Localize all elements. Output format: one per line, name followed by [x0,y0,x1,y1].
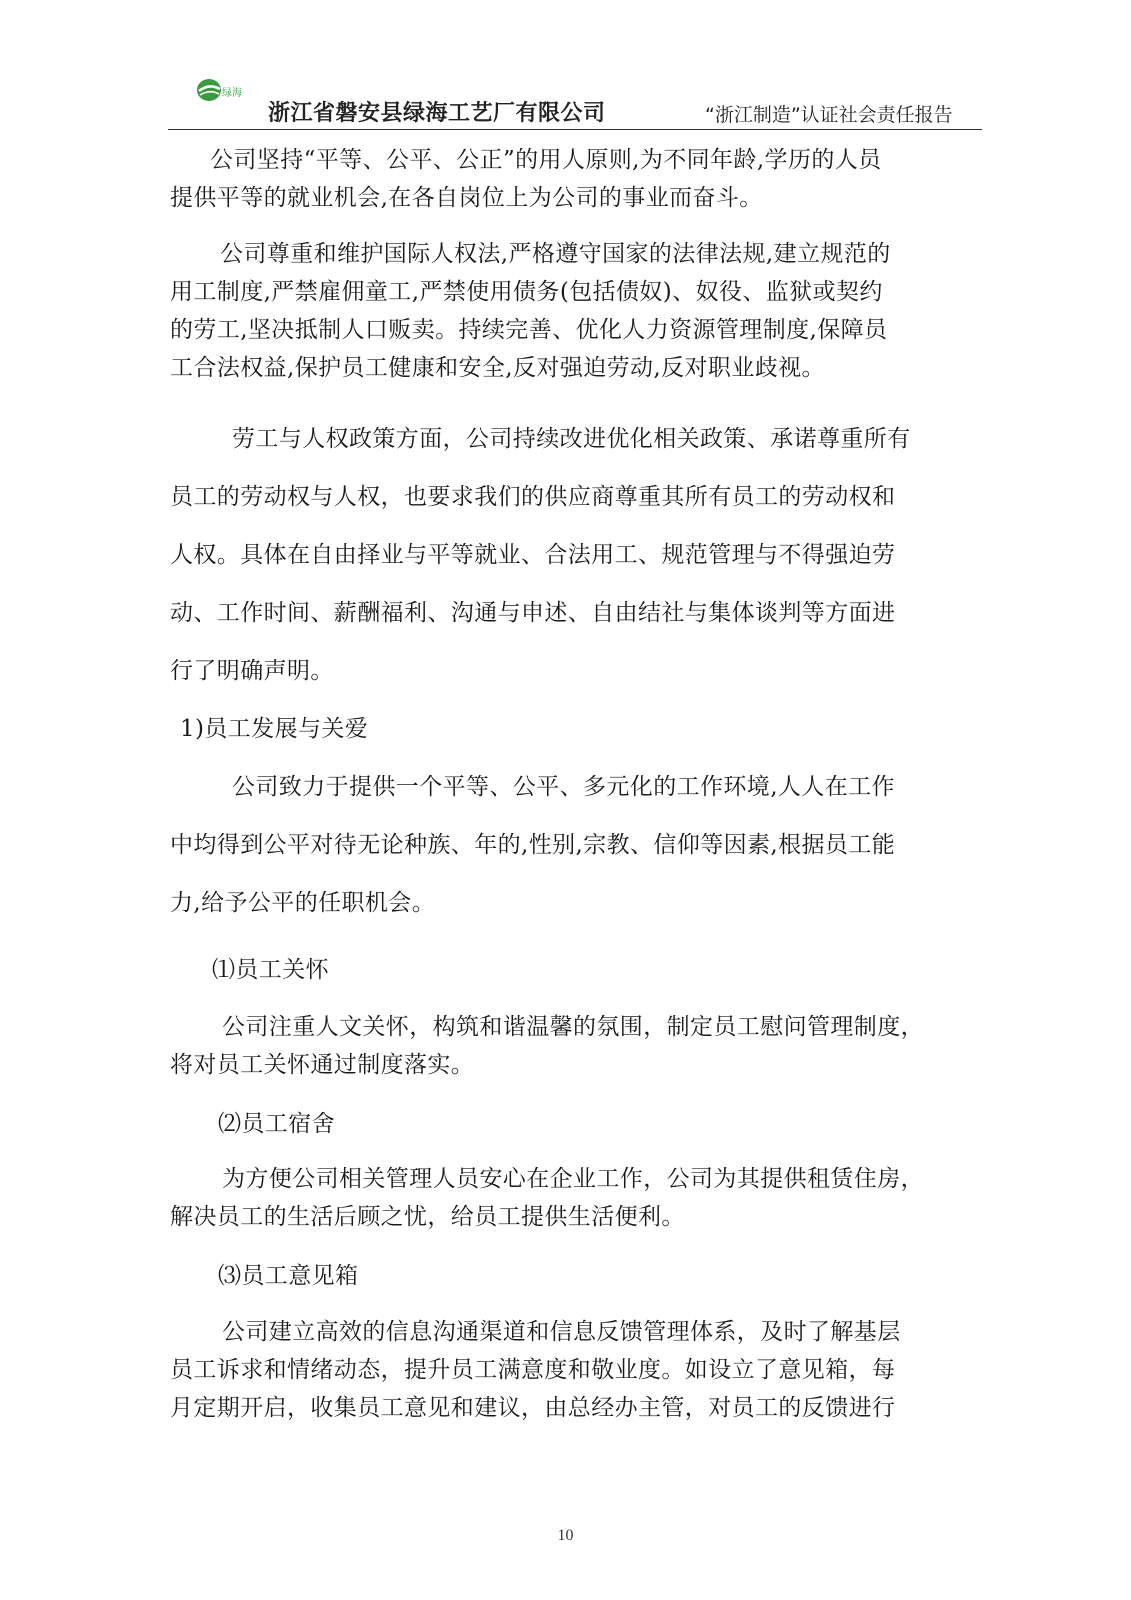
text-line: 公司致力于提供一个平等、公平、多元化的工作环境,人人在工作 [232,774,895,800]
subsection-heading [170,951,982,989]
text-line: 力,给予公平的任职机会。 [170,890,436,916]
text-line: 公司尊重和维护国际人权法,严格遵守国家的法律法规,建立规范的 [220,241,891,267]
text-line: 动、工作时间、薪酬福利、沟通与申述、自由结社与集体谈判等方面进 [170,600,896,626]
text-line: 员工的劳动权与人权，也要求我们的供应商尊重其所有员工的劳动权和 [170,484,896,510]
paragraph [170,1160,982,1236]
text-line: 提供平等的就业机会,在各自岗位上为公司的事业而奋斗。 [170,185,763,211]
text-line: 为方便公司相关管理人员安心在企业工作，公司为其提供租赁住房， [222,1166,924,1192]
paragraph [170,141,982,217]
text-line: 的劳工,坚决抵制人口贩卖。持续完善、优化人力资源管理制度,保障员 [170,317,888,343]
text-line: 中均得到公平对待无论种族、年的,性别,宗教、信仰等因素,根据员工能 [170,832,896,858]
text-line: 将对员工关怀通过制度落实。 [170,1052,475,1078]
paragraph [170,235,982,387]
text-line: 公司建立高效的信息沟通渠道和信息反馈管理体系，及时了解基层 [222,1319,901,1345]
paragraph [170,1313,982,1427]
subsection-heading [170,1105,982,1143]
text-line: ⑶员工意见箱 [218,1263,359,1289]
text-line: 工合法权益,保护员工健康和安全,反对强迫劳动,反对职业歧视。 [170,355,825,381]
text-line: 1)员工发展与关爱 [180,716,369,742]
paragraph [170,410,982,700]
text-line: 解决员工的生活后顾之忧，给员工提供生活便利。 [170,1204,685,1230]
text-line: 劳工与人权政策方面，公司持续改进优化相关政策、承诺尊重所有 [232,426,911,452]
text-line: ⑵员工宿舍 [218,1111,335,1137]
paragraph [170,1008,982,1084]
paragraph [170,758,982,932]
section-heading [170,700,982,758]
text-line: 公司坚持“平等、公平、公正”的用人原则,为不同年龄,学历的人员 [210,147,882,173]
text-line: 人权。具体在自由择业与平等就业、合法用工、规范管理与不得强迫劳 [170,542,896,568]
text-line: 用工制度,严禁雇佣童工,严禁使用债务(包括债奴)、奴役、监狱或契约 [170,279,883,305]
text-line: 员工诉求和情绪动态，提升员工满意度和敬业度。如设立了意见箱，每 [170,1357,896,1383]
page-number: 10 [557,1527,574,1544]
report-title: “浙江制造”认证社会责任报告 [705,104,953,126]
subsection-heading [170,1257,982,1295]
text-line: 行了明确声明。 [170,658,334,684]
text-line: ⑴员工关怀 [212,957,329,983]
text-line: 月定期开启，收集员工意见和建议，由总经办主管，对员工的反馈进行 [170,1395,896,1421]
logo-text: 绿海 [222,88,242,99]
text-line: 公司注重人文关怀，构筑和谐温馨的氛围，制定员工慰问管理制度， [222,1014,924,1040]
company-name: 浙江省磐安县绿海工艺厂有限公司 [268,101,606,126]
header-divider [168,129,982,130]
